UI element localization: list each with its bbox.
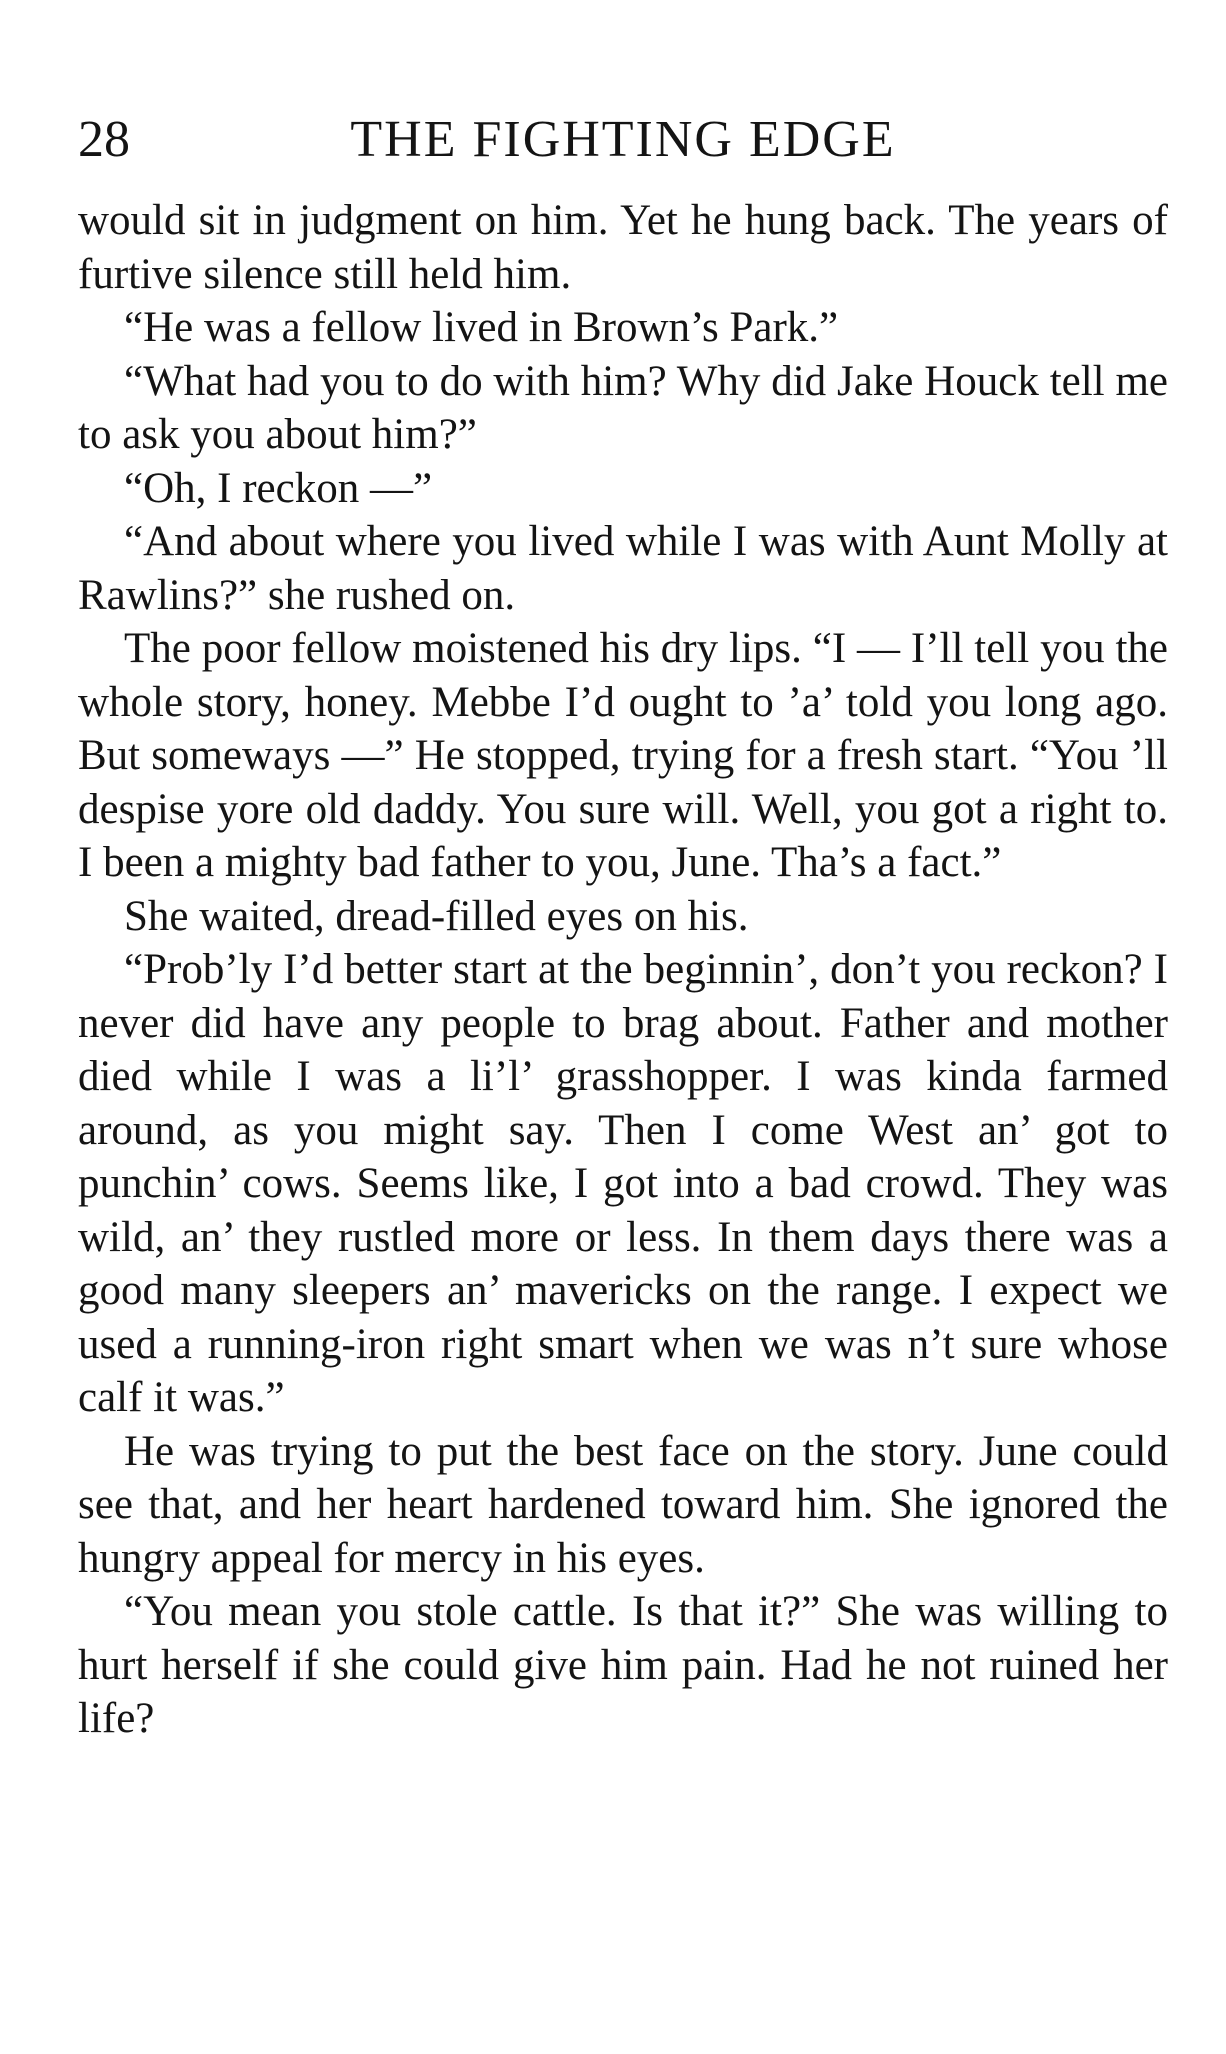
paragraph: He was trying to put the best face on the story. June could see that, and her heart hardened toward him. She ignored the hungry appeal for mercy in his eyes. — [78, 1427, 1168, 1582]
book-page — [78, 100, 1168, 1746]
page-header — [78, 100, 1168, 180]
paragraph: “He was a fellow lived in Brown’s Park.” — [124, 304, 839, 351]
running-title: THE FIGHTING EDGE — [350, 111, 896, 168]
page-body — [78, 194, 1168, 1746]
paragraph: “And about where you lived while I was with Aunt Molly at Rawlins?” she rushed on. — [78, 518, 1168, 619]
page-number: 28 — [78, 111, 130, 168]
paragraph-continuation: would sit in judgment on him. Yet he hung back. The years of furtive silence still held him. — [78, 197, 1168, 298]
paragraph: “You mean you stole cattle. Is that it?” She was willing to hurt herself if she could give him pain. Had he not ruined her life? — [78, 1588, 1168, 1742]
paragraph: “Oh, I reckon —” — [124, 464, 433, 512]
paragraph: “What had you to do with him? Why did Jake Houck tell me to ask you about him?” — [78, 357, 1168, 458]
paragraph: “Prob’ly I’d better start at the beginnin’, don’t you reckon? I never did have any people to brag about. Father and mother died while I was a li’l’ grasshopper. I was kinda farmed around, as you might say. Then I come West an’ got to punchin’ cows. Seems like, I got into a bad crowd. They was wild, an’ they rustled more or less. In them days there was a good many sleepers an’ mavericks on the range. I expect we used a running-iron right smart when we was n’t sure whose calf it was.” — [78, 946, 1168, 1421]
paragraph: The poor fellow moistened his dry lips. “I — I’ll tell you the whole story, honey. Mebbe I’d ought to ’a’ told you long ago. But someways —” He stopped, trying for a fresh start. “You ’ll despise yore old daddy. You sure will. Well, you got a right to. I been a mighty bad father to you, June. Tha’s a fact.” — [78, 625, 1168, 886]
paragraph: She waited, dread-filled eyes on his. — [124, 892, 749, 940]
